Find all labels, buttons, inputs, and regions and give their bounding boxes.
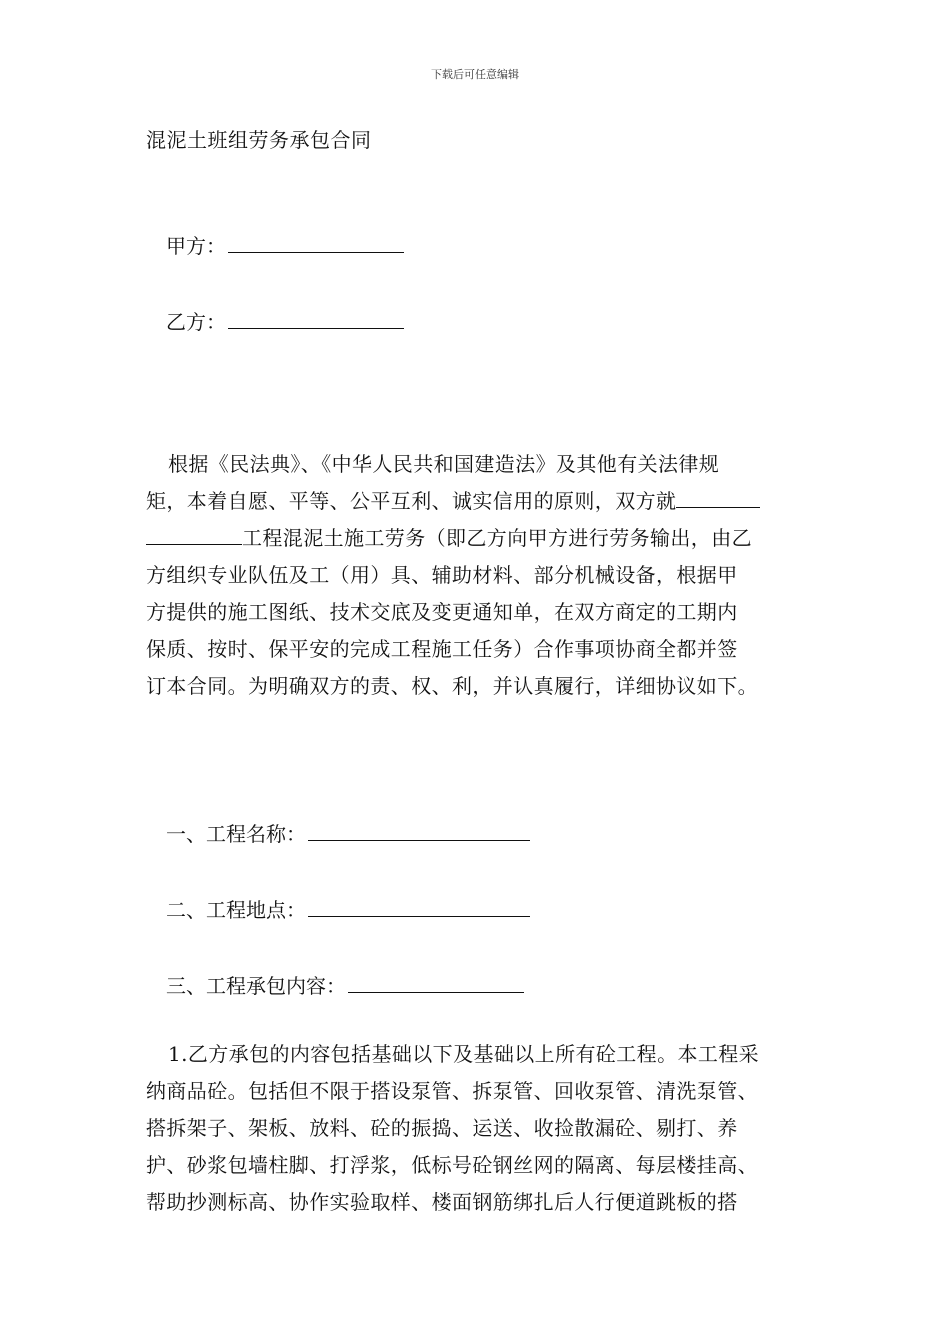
preamble-line: 方提供的施工图纸、技术交底及变更通知单，在双方商定的工期内 — [146, 600, 738, 624]
preamble-line: 保质、按时、保平安的完成工程施工任务）合作事项协商全都并签 — [146, 637, 738, 661]
clause-line: 帮助抄测标高、协作实验取样、楼面钢筋绑扎后人行便道跳板的搭 — [146, 1190, 738, 1214]
project-scope-label: 三、工程承包内容： — [166, 974, 346, 998]
project-blank-cont — [146, 524, 242, 545]
preamble-line: 矩，本着自愿、平等、公平互利、诚实信用的原则，双方就 — [146, 483, 826, 520]
page-header-note: 下载后可任意编辑 — [431, 68, 519, 81]
project-name-blank — [308, 820, 530, 841]
project-scope-blank — [348, 972, 524, 993]
preamble-line: 方组织专业队伍及工（用）具、辅助材料、部分机械设备，根据甲 — [146, 563, 738, 587]
preamble-line: 工程混泥土施工劳务（即乙方向甲方进行劳务输出，由乙 — [146, 520, 826, 557]
document-title: 混泥土班组劳务承包合同 — [146, 128, 372, 152]
project-location-label: 二、工程地点： — [166, 898, 306, 922]
party-a-field — [166, 230, 404, 259]
party-b-blank — [228, 308, 404, 329]
project-name-label: 一、工程名称： — [166, 822, 306, 846]
project-blank — [676, 487, 760, 508]
clause-line: 护、砂浆包墙柱脚、打浮浆，低标号砼钢丝网的隔离、每层楼挂高、 — [146, 1153, 758, 1177]
preamble-paragraph — [146, 446, 826, 705]
clause-1-paragraph — [146, 1036, 826, 1221]
party-b-label: 乙方： — [166, 310, 226, 334]
preamble-line: 订本合同。为明确双方的责、权、利，并认真履行，详细协议如下。 — [146, 674, 758, 698]
clause-line: 1.乙方承包的内容包括基础以下及基础以上所有砼工程。本工程采 — [168, 1042, 760, 1066]
project-location-blank — [308, 896, 530, 917]
preamble-line: 根据《民法典》、《中华人民共和国建造法》及其他有关法律规 — [168, 452, 720, 476]
clause-line: 纳商品砼。包括但不限于搭设泵管、拆泵管、回收泵管、清洗泵管、 — [146, 1079, 758, 1103]
clause-line: 搭拆架子、架板、放料、砼的振捣、运送、收捡散漏砼、剔打、养 — [146, 1116, 738, 1140]
party-b-field — [166, 306, 404, 335]
party-a-label: 甲方： — [166, 234, 226, 258]
project-scope-field — [166, 970, 524, 999]
project-name-field — [166, 818, 530, 847]
party-a-blank — [228, 232, 404, 253]
project-location-field — [166, 894, 530, 923]
